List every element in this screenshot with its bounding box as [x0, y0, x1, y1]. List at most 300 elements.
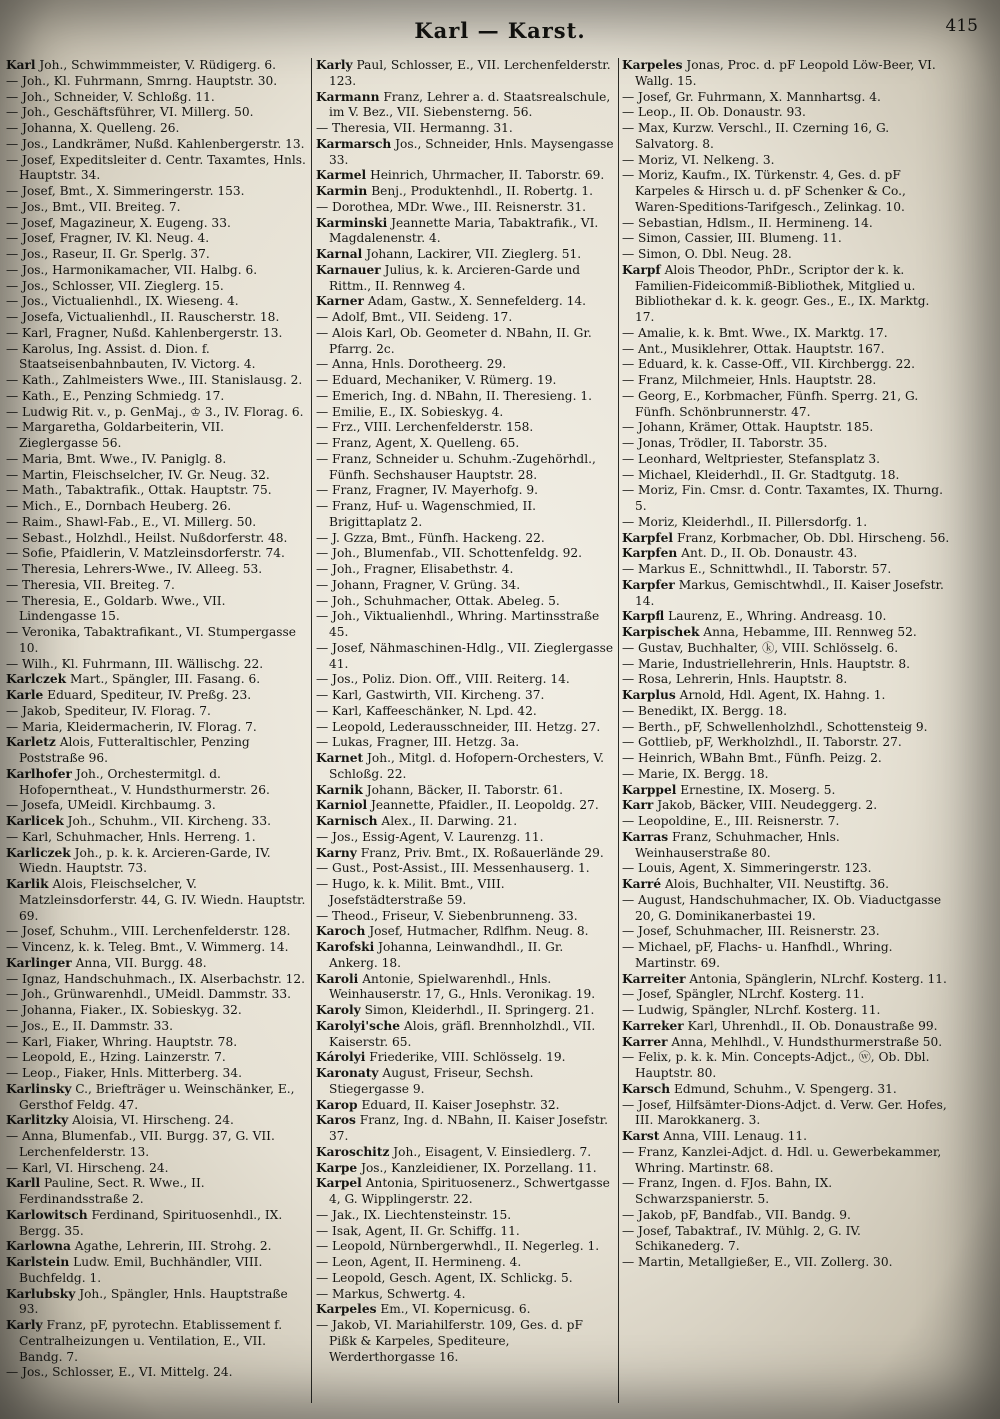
directory-entry — [622, 987, 952, 1003]
entry-text: — Dorothea, MDr. Wwe., III. Reisnerstr. 31. — [316, 199, 586, 214]
entry-text: — Jos., Schlosser, VII. Zieglerg. 15. — [6, 278, 224, 293]
surname: Karolyi'sche — [316, 1018, 401, 1033]
surname: Karoly — [316, 1003, 361, 1017]
entry-text: — Georg, E., Korbmacher, Fünfh. Sperrg. 21, G. Fünfh. Schönbrunnerstr. 47. — [622, 388, 919, 419]
directory-entry — [622, 1019, 952, 1035]
directory-entry — [622, 515, 952, 531]
entry-text: — Josef, Tabaktraf., IV. Mühlg. 2, G. IV. Schikanederg. 7. — [622, 1223, 861, 1254]
surname: Karreker — [622, 1018, 684, 1033]
directory-entry — [6, 184, 306, 200]
directory-entry — [6, 1113, 306, 1129]
directory-entry — [316, 1050, 614, 1066]
entry-text: Joh., Mitgl. d. Hofopern-Orchesters, V. Schloßg. 22. — [329, 751, 605, 781]
directory-entry — [6, 972, 306, 988]
directory-entry — [316, 121, 614, 137]
directory-entry — [622, 688, 952, 704]
entry-text: — Joh., Fragner, Elisabethstr. 4. — [316, 562, 514, 576]
directory-entry — [622, 877, 952, 893]
directory-entry — [622, 531, 952, 547]
directory-entry — [622, 247, 952, 263]
running-title: Karl — Karst. — [414, 18, 586, 43]
entry-text: Joh., Schuhm., VII. Kircheng. 33. — [67, 814, 271, 828]
entry-text: — Karl, Gastwirth, VII. Kircheng. 37. — [316, 688, 545, 702]
entry-text: — Theresia, VII. Hermanng. 31. — [316, 121, 513, 135]
entry-text: — Josef, Expeditsleiter d. Centr. Taxamtes, Hnls. Hauptstr. 34. — [6, 152, 306, 183]
entry-text: — Leopold, Lederausschneider, III. Hetzg. 27. — [316, 719, 601, 734]
surname: Karlinsky — [6, 1081, 72, 1096]
directory-entry — [6, 830, 306, 846]
entry-text: — Josefa, UMeidl. Kirchbaumg. 3. — [6, 798, 216, 813]
entry-text: — Martin, Metallgießer, E., VII. Zollerg. 30. — [622, 1255, 893, 1269]
entry-text: — Sofie, Pfaidlerin, V. Matzleinsdorferstr. 74. — [6, 546, 285, 561]
surname: Karnal — [316, 247, 363, 261]
directory-entry — [316, 562, 614, 578]
column-rule — [311, 58, 312, 1403]
directory-entry — [622, 357, 952, 373]
entry-text: — Josef, Schuhmacher, III. Reisnerstr. 23. — [622, 924, 880, 939]
surname: Karlubsky — [6, 1286, 76, 1301]
directory-entry — [316, 483, 614, 499]
directory-entry — [316, 1287, 614, 1303]
directory-entry — [6, 846, 306, 878]
directory-entry — [6, 389, 306, 405]
directory-entry — [622, 326, 952, 342]
directory-entry — [316, 1239, 614, 1255]
directory-entry — [622, 546, 952, 562]
directory-entry — [6, 279, 306, 295]
surname: Karly — [6, 1318, 43, 1332]
directory-entry — [6, 452, 306, 468]
directory-entry — [6, 940, 306, 956]
entry-text: — Isak, Agent, II. Gr. Schiffg. 11. — [316, 1223, 520, 1238]
directory-entry — [622, 641, 952, 657]
directory-entry — [316, 688, 614, 704]
directory-entry — [6, 420, 306, 452]
surname: Karplus — [622, 688, 676, 702]
directory-entry — [622, 90, 952, 106]
entry-text: — Simon, Cassier, III. Blumeng. 11. — [622, 231, 842, 246]
directory-entry — [6, 531, 306, 547]
directory-entry — [622, 720, 952, 736]
entry-text: Ludw. Emil, Buchhändler, VIII. Buchfeldg. 1. — [19, 1255, 263, 1285]
entry-text: — Ignaz, Handschuhmach., IX. Alserbachstr. 12. — [6, 971, 305, 986]
surname: Karlik — [6, 877, 49, 891]
entry-text: — Martin, Fleischselcher, IV. Gr. Neug. 32. — [6, 467, 270, 482]
directory-entry — [6, 121, 306, 137]
entry-text: — Josef, Spängler, NLrchf. Kosterg. 11. — [622, 987, 865, 1002]
directory-entry — [6, 231, 306, 247]
directory-entry — [6, 499, 306, 515]
surname: Karppel — [622, 782, 677, 797]
entry-text: — Gustav, Buchhalter, ⓚ, VIII. Schlösselg. 6. — [622, 640, 899, 655]
entry-text: — Maria, Bmt. Wwe., IV. Paniglg. 8. — [6, 451, 227, 466]
entry-text: — Mich., E., Dornbach Heuberg. 26. — [6, 499, 232, 513]
entry-text: — Emerich, Ing. d. NBahn, II. Theresieng. 1. — [316, 388, 592, 403]
surname: Karré — [622, 877, 662, 891]
entry-text: — Kath., Zahlmeisters Wwe., III. Stanislausg. 2. — [6, 373, 303, 387]
entry-text: Alex., II. Darwing. 21. — [381, 814, 518, 828]
directory-entry — [316, 420, 614, 436]
directory-entry — [622, 1050, 952, 1082]
directory-entry — [6, 704, 306, 720]
directory-entry — [6, 735, 306, 767]
directory-entry — [316, 720, 614, 736]
surname: Karpfel — [622, 530, 674, 545]
entry-text: — Veronika, Tabaktrafikant., VI. Stumpergasse 10. — [6, 625, 296, 655]
entry-text: — Joh., Schuhmacher, Ottak. Abeleg. 5. — [316, 593, 560, 608]
entry-text: — Joh., Blumenfab., VII. Schottenfeldg. 92. — [316, 546, 583, 561]
surname: Karr — [622, 798, 654, 813]
entry-text: — Leopold, Nürnbergerwhdl., II. Negerleg. 1. — [316, 1239, 600, 1254]
entry-text: Alois, Fleischselcher, V. Matzleinsdorferstr. 44, G. IV. Wiedn. Hauptstr. 69. — [19, 877, 306, 923]
directory-entry — [316, 216, 614, 248]
directory-entry — [316, 1271, 614, 1287]
entry-text: — Theod., Friseur, V. Siebenbrunneng. 33. — [316, 908, 578, 923]
directory-entry — [316, 798, 614, 814]
directory-entry — [316, 357, 614, 373]
directory-entry — [316, 452, 614, 484]
directory-entry — [316, 200, 614, 216]
entry-text: — Anna, Blumenfab., VII. Burgg. 37, G. VII. Lerchenfelderstr. 13. — [6, 1129, 275, 1159]
entry-text: Jonas, Proc. d. pF Leopold Löw-Beer, VI. Wallg. 15. — [635, 58, 936, 88]
entry-text: — Johann, Krämer, Ottak. Hauptstr. 185. — [622, 420, 874, 435]
directory-entry — [6, 688, 306, 704]
column-rule — [618, 58, 619, 1403]
directory-entry — [6, 1035, 306, 1051]
directory-entry — [622, 263, 952, 326]
entry-text: — Jos., Poliz. Dion. Off., VIII. Reiterg. 14. — [316, 672, 570, 687]
directory-entry — [6, 263, 306, 279]
entry-text: — Maria, Kleidermacherin, IV. Florag. 7. — [6, 719, 257, 734]
entry-text: — Johanna, Fiaker., IX. Sobieskyg. 32. — [6, 1003, 242, 1017]
entry-text: — Moriz, Kaufm., IX. Türkenstr. 4, Ges. d. pF Karpeles & Hirsch u. d. pF Schenker & Co., Waren-Speditions-Tarifgesch., Zelinkag. 10. — [622, 168, 906, 214]
entry-text: — Ludwig, Spängler, NLrchf. Kosterg. 11. — [622, 1003, 881, 1017]
entry-text: — Josef, Hilfsämter-Dions-Adjct. d. Verw. Ger. Hofes, III. Marokkanerg. 3. — [622, 1097, 947, 1128]
entry-text: — Eduard, Mechaniker, V. Rümerg. 19. — [316, 373, 557, 387]
entry-text: C., Briefträger u. Weinschänker, E., Gersthof Feldg. 47. — [19, 1081, 295, 1112]
entry-text: Jakob, Bäcker, VIII. Neudeggerg. 2. — [657, 798, 878, 813]
directory-entry — [6, 546, 306, 562]
entry-text: — Kath., E., Penzing Schmiedg. 17. — [6, 388, 225, 403]
directory-entry — [316, 972, 614, 1004]
directory-entry — [6, 216, 306, 232]
directory-entry — [316, 578, 614, 594]
page-header — [0, 16, 1000, 46]
entry-text: — Heinrich, WBahn Bmt., Fünfh. Peizg. 2. — [622, 751, 882, 765]
directory-entry — [622, 216, 952, 232]
directory-entry — [316, 405, 614, 421]
entry-text: Mart., Spängler, III. Fasang. 6. — [69, 672, 261, 687]
entry-text: Anna, Mehlhdl., V. Hundsthurmerstraße 50. — [671, 1034, 943, 1049]
entry-text: — Franz, Fragner, IV. Mayerhofg. 9. — [316, 483, 539, 498]
entry-text: — Johanna, X. Quelleng. 26. — [6, 121, 180, 135]
directory-entry — [316, 310, 614, 326]
entry-text: — Margaretha, Goldarbeiterin, VII. Zieglergasse 56. — [6, 420, 225, 450]
surname: Karst — [622, 1129, 660, 1143]
entry-text: — Franz, Agent, X. Quelleng. 65. — [316, 436, 520, 450]
entry-text: Alois, Buchhalter, VII. Neustiftg. 36. — [664, 877, 890, 891]
surname: Karrer — [622, 1034, 668, 1049]
entry-text: — Marie, Industriellehrerin, Hnls. Hauptstr. 8. — [622, 656, 910, 671]
entry-text: — Leop., Fiaker, Hnls. Mitterberg. 34. — [6, 1066, 242, 1080]
entry-text: — Math., Tabaktrafik., Ottak. Hauptstr. 75. — [6, 483, 272, 498]
directory-entry — [622, 58, 952, 90]
directory-entry — [316, 1161, 614, 1177]
entry-text: — Amalie, k. k. Bmt. Wwe., IX. Marktg. 17. — [622, 325, 888, 340]
directory-entry — [316, 594, 614, 610]
entry-text: Ernestine, IX. Moserg. 5. — [680, 782, 836, 797]
directory-entry — [6, 1003, 306, 1019]
entry-text: — Max, Kurzw. Verschl., II. Czerning 16, G. Salvatorg. 8. — [622, 121, 890, 151]
entry-text: Johanna, Leinwandhdl., II. Gr. Ankerg. 18. — [329, 940, 564, 970]
entry-text: — Louis, Agent, X. Simmeringerstr. 123. — [622, 861, 872, 876]
directory-entry — [6, 105, 306, 121]
surname: Karniol — [316, 798, 368, 813]
entry-text: — Karolus, Ing. Assist. d. Dion. f. Staatseisenbahnbauten, IV. Victorg. 4. — [6, 341, 256, 372]
directory-entry — [6, 373, 306, 389]
directory-entry — [6, 1019, 306, 1035]
directory-entry — [6, 562, 306, 578]
entry-text: — Jos., Harmonikamacher, VII. Halbg. 6. — [6, 262, 258, 277]
entry-text: — Moriz, Fin. Cmsr. d. Contr. Taxamtes, IX. Thurng. 5. — [622, 483, 943, 513]
directory-entry — [622, 121, 952, 153]
surname: Karmann — [316, 89, 380, 104]
entry-text: Joh., Eisagent, V. Einsiedlerg. 7. — [393, 1144, 592, 1159]
entry-text: — Ant., Musiklehrer, Ottak. Hauptstr. 167. — [622, 341, 885, 356]
directory-entry — [622, 657, 952, 673]
surname: Karlstein — [6, 1255, 70, 1269]
directory-column-1 — [6, 58, 306, 1408]
directory-entry — [622, 767, 952, 783]
entry-text: — Jakob, pF, Bandfab., VII. Bandg. 9. — [622, 1207, 851, 1222]
directory-entry — [316, 940, 614, 972]
surname: Karpel — [316, 1176, 362, 1191]
directory-entry — [316, 247, 614, 263]
directory-entry — [622, 924, 952, 940]
surname: Karminski — [316, 215, 388, 230]
surname: Karmel — [316, 168, 367, 183]
directory-entry — [6, 1255, 306, 1287]
entry-text: — Franz, Schneider u. Schuhm.-Zugehörhdl., Fünfh. Sechshauser Hauptstr. 28. — [316, 451, 596, 482]
directory-entry — [622, 105, 952, 121]
surname: Karos — [316, 1113, 356, 1128]
directory-entry — [622, 389, 952, 421]
directory-entry — [6, 798, 306, 814]
directory-entry — [6, 720, 306, 736]
directory-entry — [622, 483, 952, 515]
entry-text: — Josef, Magazineur, X. Eugeng. 33. — [6, 215, 231, 230]
directory-entry — [6, 1161, 306, 1177]
entry-text: Ant. D., II. Ob. Donaustr. 43. — [681, 546, 858, 561]
surname: Karny — [316, 845, 357, 860]
directory-entry — [316, 389, 614, 405]
surname: Karoch — [316, 924, 366, 939]
surname: Karpeles — [316, 1302, 377, 1317]
entry-text: — August, Handschuhmacher, IX. Ob. Viaductgasse 20, G. Dominikanerbastei 19. — [622, 892, 942, 923]
directory-entry — [316, 373, 614, 389]
entry-text: — Eduard, k. k. Casse-Off., VII. Kirchbergg. 22. — [622, 357, 916, 372]
entry-text: — Gust., Post-Assist., III. Messenhauserg. 1. — [316, 861, 590, 876]
directory-entry — [622, 1003, 952, 1019]
entry-text: Arnold, Hdl. Agent, IX. Hahng. 1. — [679, 688, 886, 702]
directory-entry — [316, 294, 614, 310]
entry-text: — Jonas, Trödler, II. Taborstr. 35. — [622, 436, 828, 450]
entry-text: — Michael, pF, Flachs- u. Hanfhdl., Whring. Martinstr. 69. — [622, 940, 893, 970]
directory-entry — [316, 672, 614, 688]
surname: Karlczek — [6, 672, 67, 687]
entry-text: Jeannette, Pfaidler., II. Leopoldg. 27. — [371, 798, 599, 813]
directory-entry — [316, 609, 614, 641]
entry-text: — Theresia, VII. Breiteg. 7. — [6, 577, 175, 592]
directory-entry — [622, 704, 952, 720]
entry-text: — Michael, Kleiderhdl., II. Gr. Stadtgutg. 18. — [622, 467, 900, 482]
directory-entry — [316, 924, 614, 940]
directory-column-3 — [622, 58, 952, 1408]
surname: Karle — [6, 688, 44, 702]
directory-entry — [622, 1255, 952, 1271]
surname: Karoli — [316, 971, 359, 986]
directory-entry — [6, 310, 306, 326]
directory-entry — [622, 452, 952, 468]
entry-text: — Theresia, E., Goldarb. Wwe., VII. Lindengasse 15. — [6, 593, 226, 624]
entry-text: — Felix, p. k. k. Min. Concepts-Adjct., ⓦ, Ob. Dbl. Hauptstr. 80. — [622, 1050, 930, 1080]
entry-text: Benj., Produktenhdl., II. Robertg. 1. — [371, 184, 593, 198]
directory-entry — [622, 231, 952, 247]
entry-text: Agathe, Lehrerin, III. Strohg. 2. — [74, 1239, 272, 1254]
entry-text: — Lukas, Fragner, III. Hetzg. 3a. — [316, 735, 520, 750]
directory-entry — [316, 751, 614, 783]
surname: Karnauer — [316, 262, 381, 277]
entry-text: Antonia, Spirituosenerz., Schwertgasse 4, G. Wipplingerstr. 22. — [329, 1176, 610, 1206]
surname: Karnet — [316, 751, 364, 765]
entry-text: — Vincenz, k. k. Teleg. Bmt., V. Wimmerg. 14. — [6, 940, 289, 954]
directory-entry — [316, 531, 614, 547]
directory-entry — [316, 168, 614, 184]
entry-text: — Jos., Raseur, II. Gr. Sperlg. 37. — [6, 247, 210, 261]
directory-entry — [622, 625, 952, 641]
directory-entry — [6, 987, 306, 1003]
entry-text: Franz, Lehrer a. d. Staatsrealschule, im V. Bez., VII. Siebensterng. 56. — [329, 89, 611, 120]
entry-text: Friederike, VIII. Schlösselg. 19. — [369, 1050, 566, 1065]
entry-text: — Jos., Essig-Agent, V. Laurenzg. 11. — [316, 829, 544, 844]
surname: Karmarsch — [316, 136, 392, 151]
entry-text: — Joh., Schneider, V. Schloßg. 11. — [6, 89, 215, 104]
surname: Karop — [316, 1097, 358, 1112]
entry-text: — Wilh., Kl. Fuhrmann, III. Wällischg. 22. — [6, 656, 264, 671]
directory-entry — [6, 1176, 306, 1208]
entry-text: — Gottlieb, pF, Werkholzhdl., II. Taborstr. 27. — [622, 735, 902, 750]
entry-text: Eduard, II. Kaiser Josephstr. 32. — [361, 1097, 560, 1112]
entry-text: Josef, Hutmacher, Rdlfhm. Neug. 8. — [369, 924, 589, 939]
directory-entry — [6, 657, 306, 673]
surname: Karmin — [316, 184, 368, 198]
entry-text: — Emilie, E., IX. Sobieskyg. 4. — [316, 404, 504, 419]
directory-entry — [316, 704, 614, 720]
directory-entry — [622, 1129, 952, 1145]
directory-entry — [316, 1208, 614, 1224]
entry-text: — Josef, Fragner, IV. Kl. Neug. 4. — [6, 231, 210, 246]
directory-entry — [622, 798, 952, 814]
entry-text: — Josef, Gr. Fuhrmann, X. Mannhartsg. 4. — [622, 89, 881, 104]
entry-text: Johann, Lackirer, VII. Zieglerg. 51. — [366, 247, 582, 261]
entry-text: Simon, Kleiderhdl., II. Springerg. 21. — [364, 1003, 595, 1017]
directory-entry — [6, 468, 306, 484]
directory-entry — [6, 1239, 306, 1255]
entry-text: — Leopold, E., Hzing. Lainzerstr. 7. — [6, 1050, 226, 1065]
directory-entry — [622, 1035, 952, 1051]
directory-entry — [316, 1003, 614, 1019]
entry-text: Julius, k. k. Arcieren-Garde und Rittm., II. Rennweg 4. — [329, 262, 581, 293]
directory-entry — [6, 594, 306, 626]
entry-text: — Jakob, VI. Mariahilferstr. 109, Ges. d. pF Pißk & Karpeles, Spediteure, Werderthorgasse 16. — [316, 1318, 583, 1364]
directory-entry — [622, 672, 952, 688]
directory-entry — [316, 861, 614, 877]
entry-text: — Jos., E., II. Dammstr. 33. — [6, 1018, 173, 1033]
directory-entry — [316, 1302, 614, 1318]
directory-entry — [6, 405, 306, 421]
entry-text: — Franz, Ingen. d. FJos. Bahn, IX. Schwarzspanierstr. 5. — [622, 1176, 833, 1206]
entry-text: — Josefa, Victualienhdl., II. Rauscherstr. 18. — [6, 310, 280, 324]
directory-entry — [316, 263, 614, 295]
entry-text: — Jakob, Spediteur, IV. Florag. 7. — [6, 703, 211, 718]
surname: Karliczek — [6, 845, 71, 860]
entry-text: — Moriz, Kleiderhdl., II. Pillersdorfg. 1. — [622, 514, 868, 529]
directory-entry — [622, 814, 952, 830]
entry-text: Franz, pF, pyrotechn. Etablissement f. Centralheizungen u. Ventilation, E., VII. Bandg. 7. — [19, 1318, 283, 1364]
surname: Karras — [622, 829, 669, 844]
entry-text: — Karl, Schuhmacher, Hnls. Herreng. 1. — [6, 829, 256, 844]
entry-text: Eduard, Spediteur, IV. Preßg. 23. — [47, 688, 252, 702]
directory-entry — [316, 58, 614, 90]
directory-entry — [622, 830, 952, 862]
directory-entry — [316, 814, 614, 830]
surname: Karner — [316, 294, 364, 309]
entry-text: — Leopold, Gesch. Agent, IX. Schlickg. 5. — [316, 1270, 573, 1285]
surname: Karlhofer — [6, 766, 72, 781]
surname: Karnik — [316, 782, 363, 797]
directory-entry — [622, 609, 952, 625]
directory-entry — [622, 735, 952, 751]
directory-entry — [316, 1255, 614, 1271]
entry-text: — Joh., Geschäftsführer, VI. Millerg. 50. — [6, 105, 254, 120]
directory-entry — [316, 1113, 614, 1145]
entry-text: — Theresia, Lehrers-Wwe., IV. Alleeg. 53. — [6, 562, 263, 576]
directory-entry — [622, 1224, 952, 1256]
entry-text: — Alois Karl, Ob. Geometer d. NBahn, II. Gr. Pfarrg. 2c. — [316, 325, 592, 356]
directory-entry — [316, 1318, 614, 1365]
entry-text: Joh., Schwimmmeister, V. Rüdigerg. 6. — [39, 58, 277, 72]
surname: Karlowna — [6, 1239, 71, 1254]
directory-entry — [622, 468, 952, 484]
directory-entry — [6, 326, 306, 342]
directory-entry — [6, 1050, 306, 1066]
entry-text: — Jos., Schlosser, E., VI. Mittelg. 24. — [6, 1365, 233, 1380]
directory-entry — [6, 1082, 306, 1114]
directory-entry — [622, 373, 952, 389]
entry-text: — Simon, O. Dbl. Neug. 28. — [622, 247, 792, 261]
entry-text: Karl, Uhrenhdl., II. Ob. Donaustraße 99. — [687, 1018, 938, 1033]
directory-entry — [6, 294, 306, 310]
directory-entry — [316, 909, 614, 925]
entry-text: — Franz, Milchmeier, Hnls. Hauptstr. 28. — [622, 373, 877, 387]
directory-entry — [622, 893, 952, 925]
entry-text: — Jos., Bmt., VII. Breiteg. 7. — [6, 199, 181, 214]
directory-entry — [6, 483, 306, 499]
directory-entry — [316, 499, 614, 531]
directory-entry — [316, 546, 614, 562]
entry-text: Jeannette Maria, Tabaktrafik., VI. Magdalenenstr. 4. — [329, 215, 599, 246]
entry-text: Jos., Kanzleidiener, IX. Porzellang. 11. — [361, 1160, 597, 1175]
